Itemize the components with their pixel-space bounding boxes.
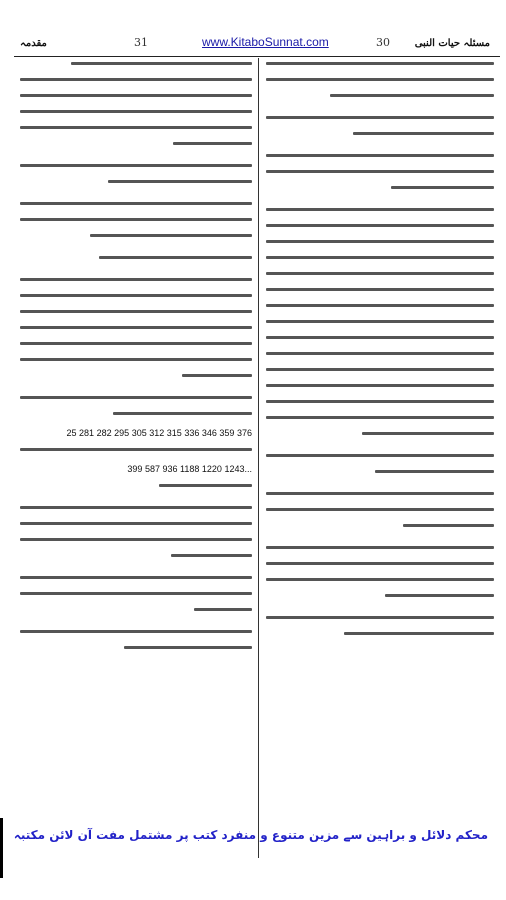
text-line xyxy=(20,396,252,399)
library-promo-banner[interactable]: محکم دلائل و براہین سے مزین متنوع و منفرد کتب پر مشتمل مفت آن لائن مکتبہ xyxy=(13,828,488,842)
text-line xyxy=(173,142,252,145)
left-text-column xyxy=(20,62,252,852)
text-line xyxy=(266,288,494,291)
text-line xyxy=(266,368,494,371)
text-line xyxy=(113,412,252,415)
text-line xyxy=(108,180,252,183)
text-line xyxy=(20,78,252,81)
text-line xyxy=(266,240,494,243)
text-line xyxy=(71,62,252,65)
text-line xyxy=(403,524,494,527)
text-line xyxy=(20,110,252,113)
text-line xyxy=(266,78,494,81)
text-line xyxy=(266,208,494,211)
text-line xyxy=(20,294,252,297)
text-line xyxy=(266,256,494,259)
right-header-title: مسئلہ حیات النبی xyxy=(414,38,490,49)
text-line xyxy=(266,578,494,581)
text-line xyxy=(266,116,494,119)
text-line xyxy=(20,126,252,129)
book-page xyxy=(6,8,500,892)
text-line xyxy=(266,616,494,619)
text-line xyxy=(266,272,494,275)
text-line xyxy=(20,202,252,205)
text-line xyxy=(194,608,252,611)
text-line xyxy=(20,218,252,221)
text-line xyxy=(266,492,494,495)
text-line xyxy=(385,594,494,597)
right-text-column xyxy=(266,62,494,852)
text-line xyxy=(344,632,494,635)
text-line xyxy=(182,374,252,377)
text-line xyxy=(266,304,494,307)
text-line xyxy=(266,170,494,173)
text-line xyxy=(124,646,252,649)
text-line xyxy=(20,448,252,451)
text-line xyxy=(266,384,494,387)
scan-edge-mark xyxy=(0,818,3,878)
text-line xyxy=(20,278,252,281)
text-line xyxy=(20,94,252,97)
column-divider xyxy=(258,58,259,858)
text-line xyxy=(20,506,252,509)
website-link[interactable]: www.KitaboSunnat.com xyxy=(202,35,329,49)
text-line xyxy=(266,546,494,549)
text-line xyxy=(90,234,252,237)
page-header xyxy=(6,28,500,54)
text-line xyxy=(266,562,494,565)
text-line xyxy=(353,132,494,135)
text-line xyxy=(20,538,252,541)
text-line xyxy=(99,256,252,259)
text-line xyxy=(20,592,252,595)
text-line xyxy=(391,186,494,189)
reference-numbers: 376 359 346 336 315 312 305 295 282 281 25 xyxy=(66,428,252,438)
text-line xyxy=(20,358,252,361)
text-line xyxy=(266,400,494,403)
left-header-title: مقدمہ xyxy=(20,38,47,49)
text-line xyxy=(20,326,252,329)
text-line xyxy=(20,576,252,579)
text-line xyxy=(20,630,252,633)
text-line xyxy=(266,62,494,65)
text-line xyxy=(375,470,494,473)
text-line xyxy=(266,336,494,339)
header-rule xyxy=(14,56,500,57)
text-line xyxy=(20,310,252,313)
text-line xyxy=(20,342,252,345)
text-line xyxy=(266,454,494,457)
text-line xyxy=(20,522,252,525)
left-page-number: 31 xyxy=(134,36,148,49)
text-line xyxy=(266,224,494,227)
text-line xyxy=(20,164,252,167)
text-line xyxy=(266,352,494,355)
text-line xyxy=(171,554,252,557)
text-line xyxy=(266,508,494,511)
reference-numbers: ...1243 1220 1188 936 587 399 xyxy=(127,464,252,474)
text-line xyxy=(266,416,494,419)
text-line xyxy=(159,484,252,487)
text-line xyxy=(330,94,494,97)
text-line xyxy=(362,432,494,435)
text-line xyxy=(266,320,494,323)
right-page-number: 30 xyxy=(376,36,390,49)
text-line xyxy=(266,154,494,157)
